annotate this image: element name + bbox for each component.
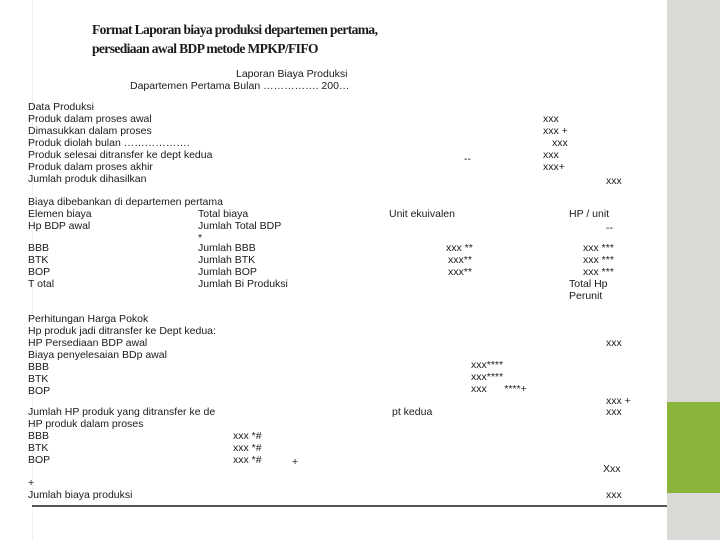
- dp-value-4: xxx+: [543, 161, 565, 173]
- biaya-total-1: Jumlah BTK: [198, 254, 256, 266]
- dp-label-4: Produk dalam proses akhir: [28, 161, 153, 173]
- biaya-total-3: Jumlah Bi Produksi: [198, 278, 288, 290]
- dp-label-1: Dimasukkan dalam proses: [28, 125, 152, 137]
- dp-value-5: xxx: [606, 175, 622, 187]
- biaya-elemen-0: BBB: [28, 242, 50, 254]
- biaya-unit-0: xxx **: [446, 242, 473, 254]
- dpp-plus: +: [292, 456, 299, 468]
- jumlah-biaya-produksi-label: Jumlah biaya produksi: [28, 489, 133, 501]
- biaya-hp-perunit: Perunit: [569, 290, 603, 302]
- biaya-total-2: Jumlah BOP: [198, 266, 257, 278]
- biaya-elemen-3: T otal: [28, 278, 55, 290]
- green-accent-block: [667, 402, 720, 493]
- slide-title-line-2: persediaan awal BDP metode MPKP/FIFO: [92, 41, 318, 56]
- jumlah-hp-value: xxx: [606, 406, 622, 418]
- dalam-proses-label: HP produk dalam proses: [28, 418, 144, 430]
- bottom-divider: [32, 505, 667, 507]
- dp-value-1: xxx +: [543, 125, 568, 137]
- report-title: Laporan Biaya Produksi: [236, 68, 348, 80]
- ph-value-2: xxx ****+: [471, 383, 527, 395]
- dpp-value-0: xxx *#: [233, 430, 262, 442]
- dpp-label-2: BOP: [28, 454, 51, 466]
- dp-label-0: Produk dalam proses awal: [28, 113, 152, 125]
- ph-label-0: BBB: [28, 361, 50, 373]
- dpp-value-2: xxx *#: [233, 454, 262, 466]
- dpp-label-1: BTK: [28, 442, 49, 454]
- col-hp-unit: HP / unit: [569, 208, 610, 220]
- biaya-hp-2: xxx ***: [583, 266, 614, 278]
- dp-label-2: Produk diolah bulan ……………….: [28, 137, 190, 149]
- biaya-heading: Biaya dibebankan di departemen pertama: [28, 196, 223, 208]
- jumlah-biaya-produksi-value: xxx: [606, 489, 622, 501]
- dp-value-2: xxx: [552, 137, 568, 149]
- persediaan-awal-value: xxx: [606, 337, 622, 349]
- biaya-hp-1: xxx ***: [583, 254, 614, 266]
- dp-dash-3: --: [464, 153, 471, 165]
- persediaan-awal-label: HP Persediaan BDP awal: [28, 337, 148, 349]
- hp-bdp-star: *: [198, 232, 203, 244]
- dpp-label-0: BBB: [28, 430, 50, 442]
- dp-label-5: Jumlah produk dihasilkan: [28, 173, 147, 185]
- biaya-hp-3: Total Hp: [569, 278, 608, 290]
- hp-bdp-awal-mark: --: [606, 222, 613, 234]
- perhitungan-heading: Perhitungan Harga Pokok: [28, 313, 149, 325]
- data-produksi-heading: Data Produksi: [28, 101, 94, 113]
- total-plus-sign: +: [28, 477, 35, 489]
- col-total-biaya: Total biaya: [198, 208, 249, 220]
- penyelesaian-label: Biaya penyelesaian BDp awal: [28, 349, 167, 361]
- biaya-unit-1: xxx**: [448, 254, 472, 266]
- col-unit-ekuivalen: Unit ekuivalen: [389, 208, 455, 220]
- ph-value-0: xxx****: [471, 359, 504, 371]
- dpp-value-1: xxx *#: [233, 442, 262, 454]
- biaya-hp-0: xxx ***: [583, 242, 614, 254]
- hp-bdp-awal-label: Hp BDP awal: [28, 220, 91, 232]
- dp-label-3: Produk selesai ditransfer ke dept kedua: [28, 149, 213, 161]
- col-elemen-biaya: Elemen biaya: [28, 208, 92, 220]
- jumlah-hp-label: Jumlah HP produk yang ditransfer ke de: [28, 406, 216, 418]
- jumlah-hp-mid: pt kedua: [392, 406, 433, 418]
- ph-value-1: xxx****: [471, 371, 504, 383]
- slide-title-line-1: Format Laporan biaya produksi departemen pertama,: [92, 22, 378, 37]
- biaya-total-0: Jumlah BBB: [198, 242, 256, 254]
- report-period: Dapartemen Pertama Bulan ……………. 200…: [130, 80, 350, 92]
- ph-label-2: BOP: [28, 385, 51, 397]
- biaya-elemen-1: BTK: [28, 254, 49, 266]
- biaya-elemen-2: BOP: [28, 266, 51, 278]
- hp-bdp-awal-total: Jumlah Total BDP: [198, 220, 282, 232]
- dpp-total: Xxx: [603, 463, 621, 475]
- dp-value-0: xxx: [543, 113, 559, 125]
- dp-value-3: xxx: [543, 149, 559, 161]
- ph-label-1: BTK: [28, 373, 49, 385]
- biaya-unit-2: xxx**: [448, 266, 472, 278]
- perhitungan-sub: Hp produk jadi ditransfer ke Dept kedua:: [28, 325, 216, 337]
- ph-sum-value: xxx +: [606, 395, 631, 407]
